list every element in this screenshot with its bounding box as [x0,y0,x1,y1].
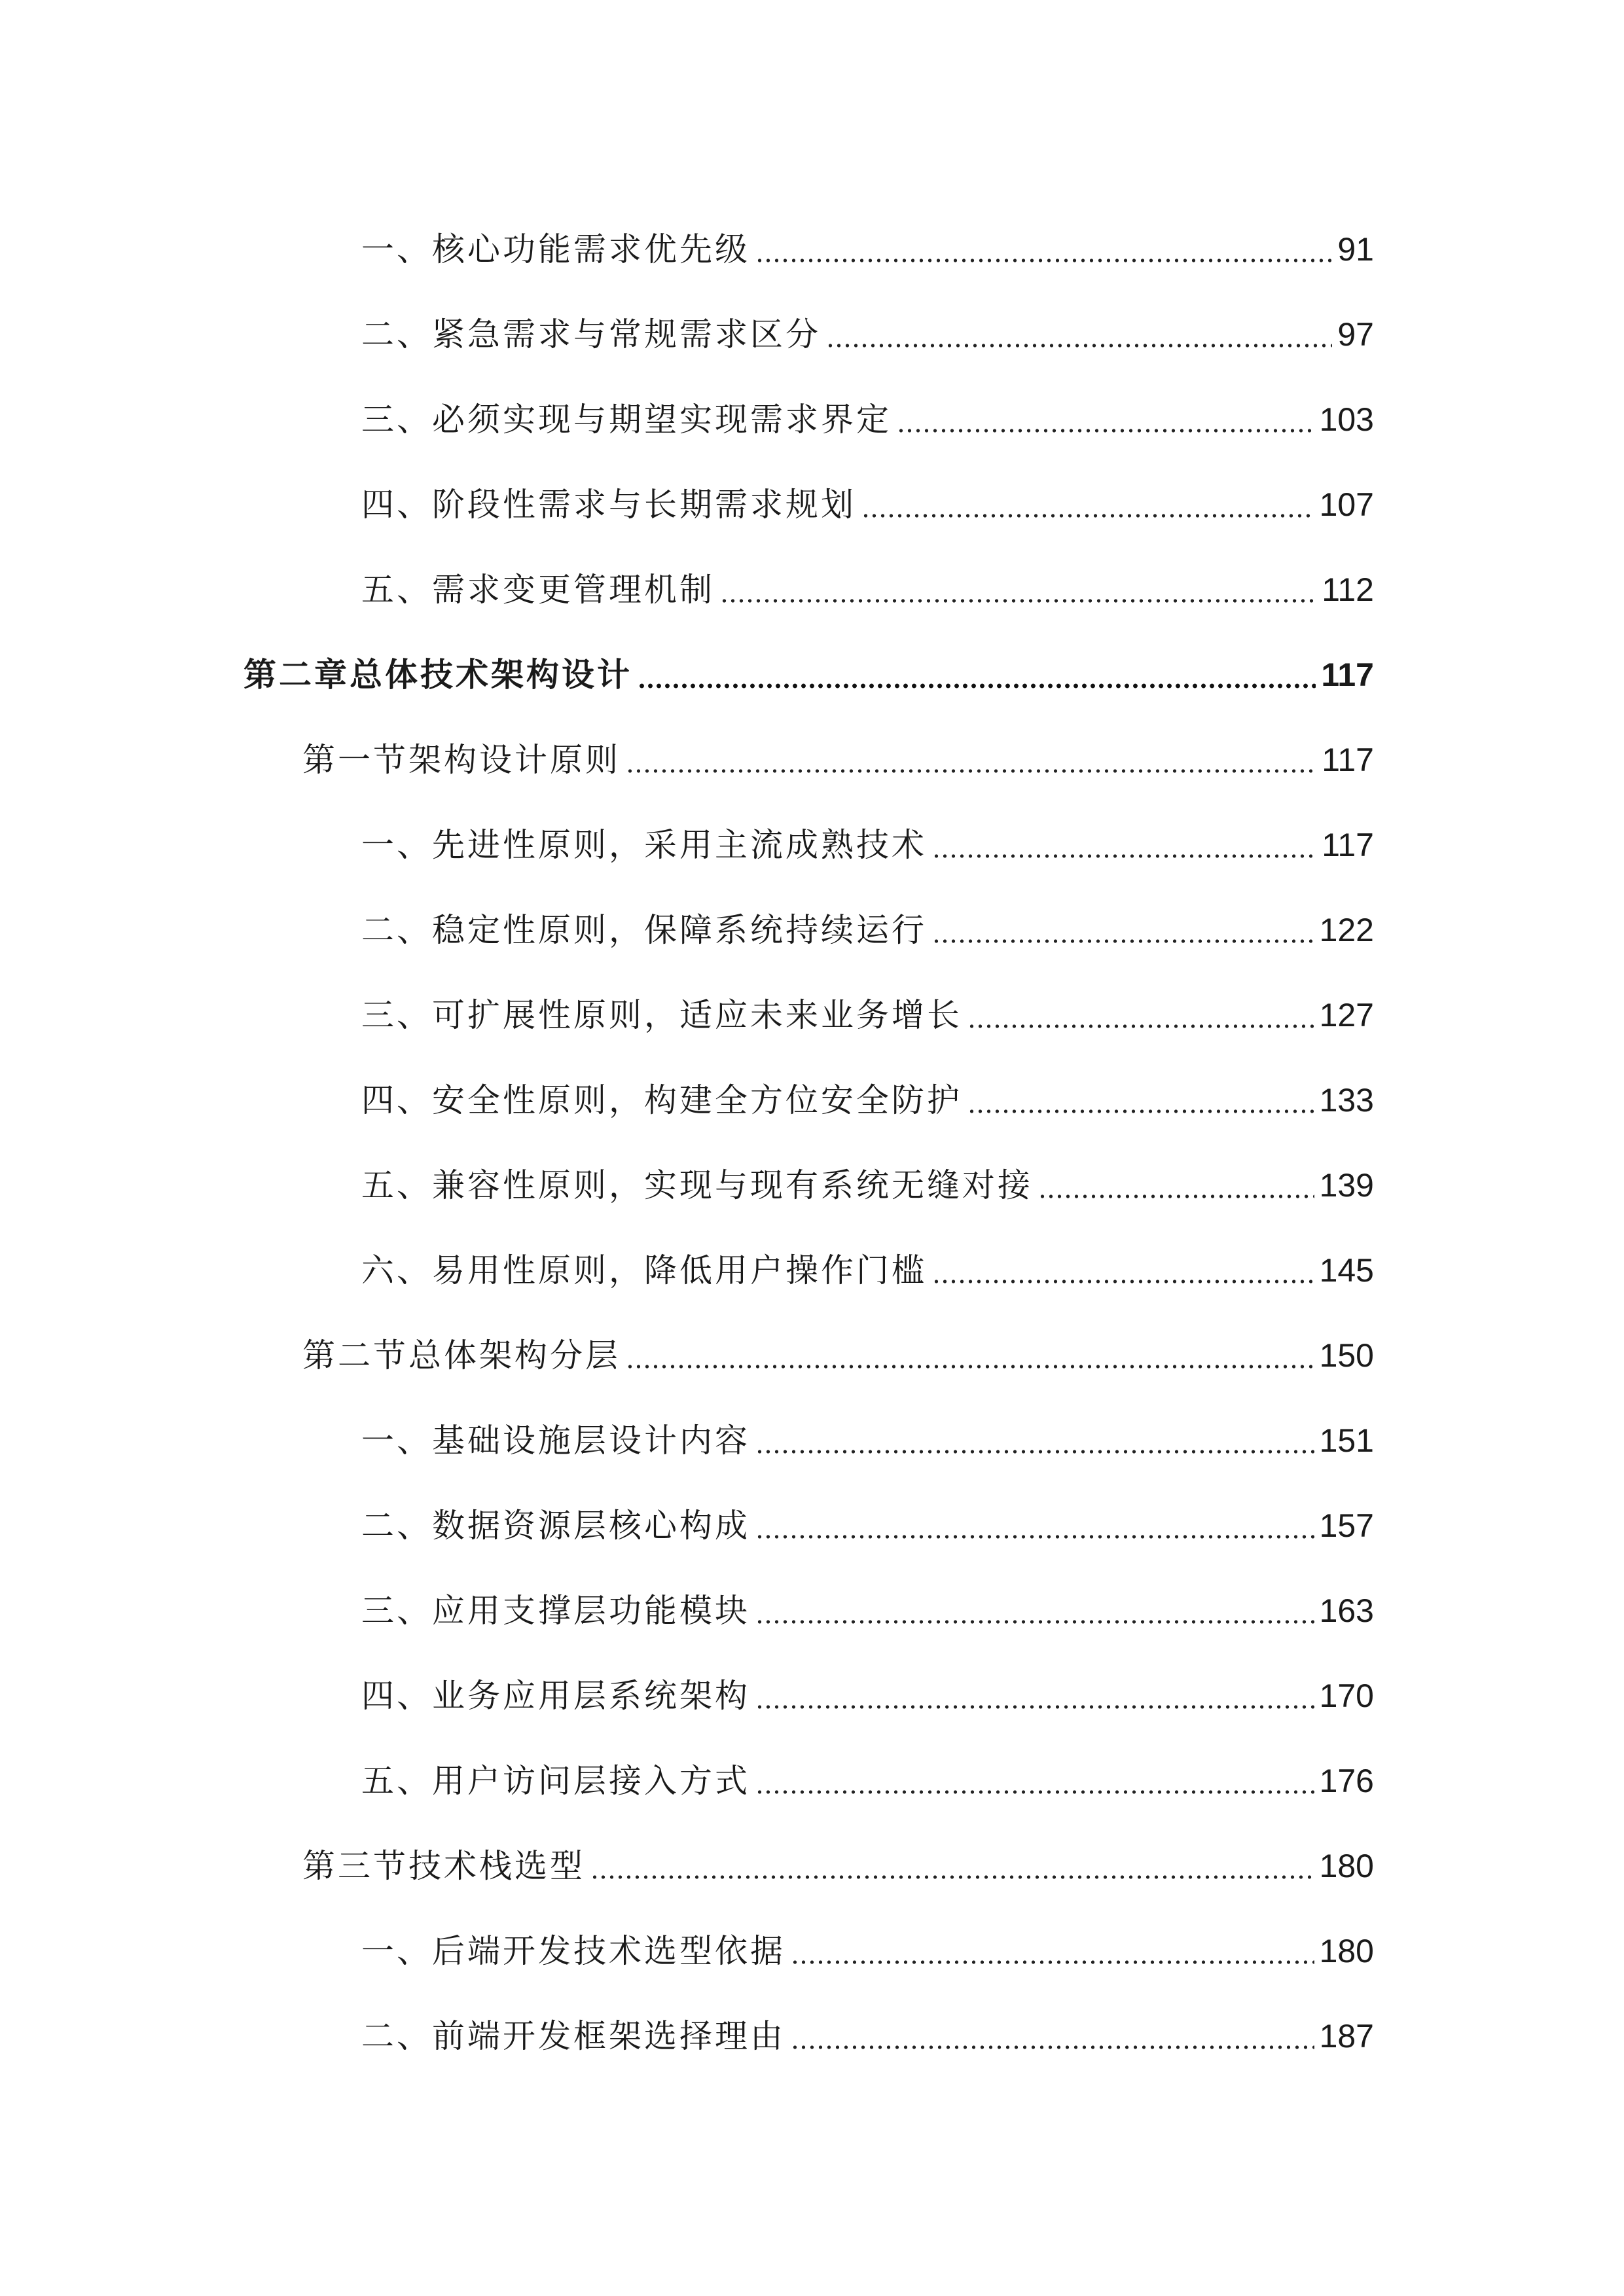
toc-entry-title: 第三节技术栈选型 [302,1847,585,1885]
toc-entry[interactable] [361,298,1374,351]
toc-entry-title: 三、必须实现与期望实现需求界定 [361,401,892,439]
dot-leader [755,1704,1314,1710]
toc-entry-page: 145 [1319,1252,1374,1289]
dot-leader [590,1874,1314,1880]
toc-entry-page: 97 [1337,316,1374,353]
toc-entry-title: 一、先进性原则，采用主流成熟技术 [361,826,927,864]
toc-entry-page: 117 [1322,827,1374,863]
toc-entry-page: 180 [1319,1933,1374,1969]
toc-entry-page: 103 [1319,401,1374,438]
toc-entry-title: 四、安全性原则，构建全方位安全防护 [361,1081,962,1119]
toc-entry-page: 170 [1319,1677,1374,1714]
dot-leader [755,1449,1314,1454]
toc-entry[interactable] [361,1490,1374,1545]
toc-entry-page: 150 [1319,1337,1374,1374]
toc-entry-title: 二、紧急需求与常规需求区分 [361,315,821,353]
toc-entry-page: 127 [1319,997,1374,1033]
toc-entry[interactable] [361,213,1374,266]
dot-leader [791,2045,1314,2050]
toc-entry-title: 五、需求变更管理机制 [361,571,715,609]
toc-entry-title: 三、可扩展性原则，适应未来业务增长 [361,996,962,1034]
toc-entry-title: 五、用户访问层接入方式 [361,1762,750,1800]
toc-entry-title: 一、基础设施层设计内容 [361,1422,750,1460]
dot-leader [932,939,1314,944]
toc-entry-page: 117 [1322,742,1374,778]
toc-entry[interactable] [361,894,1374,949]
toc-entry-title: 一、后端开发技术选型依据 [361,1932,785,1970]
toc-entry-page: 139 [1319,1167,1374,1204]
toc-entry-title: 三、应用支撑层功能模块 [361,1592,750,1630]
toc-entry[interactable] [361,1234,1374,1287]
toc-chapter-entry[interactable] [244,639,1374,694]
toc-entry-title: 二、前端开发框架选择理由 [361,2017,785,2055]
dot-leader [897,428,1314,433]
toc-entry-page: 122 [1319,912,1374,948]
dot-leader [638,683,1316,689]
toc-entry-page: 157 [1319,1507,1374,1544]
toc-entry-title: 二、数据资源层核心构成 [361,1507,750,1545]
toc-entry[interactable] [361,554,1374,609]
toc-entry[interactable] [361,1064,1374,1117]
toc-entry-title: 五、兼容性原则，实现与现有系统无缝对接 [361,1166,1033,1204]
toc-entry[interactable] [361,2000,1374,2053]
toc-entry[interactable] [361,1745,1374,1800]
toc-entry-title: 六、易用性原则，降低用户操作门槛 [361,1251,927,1289]
toc-entry[interactable] [361,384,1374,439]
toc-entry-page: 176 [1319,1763,1374,1799]
toc-entry-page: 117 [1321,656,1374,693]
dot-leader [861,513,1314,518]
dot-leader [755,1619,1314,1624]
dot-leader [720,598,1316,603]
toc-entry[interactable] [361,1660,1374,1715]
dot-leader [791,1960,1314,1965]
toc-entry-title: 四、业务应用层系统架构 [361,1677,750,1715]
toc-entry-title: 第二节总体架构分层 [302,1336,621,1374]
toc-entry[interactable] [361,1405,1374,1460]
dot-leader [967,1109,1314,1114]
toc-entry-page: 163 [1319,1592,1374,1629]
dot-leader [967,1024,1314,1029]
dot-leader [755,1534,1314,1539]
toc-entry[interactable] [361,809,1374,864]
dot-leader [826,343,1332,348]
dot-leader [755,258,1332,263]
toc-entry-title: 一、核心功能需求优先级 [361,230,750,268]
toc-section-entry[interactable] [302,1319,1374,1372]
toc-entry-title: 第一节架构设计原则 [302,741,621,779]
toc-section-entry[interactable] [302,724,1374,779]
toc-entry-title: 二、稳定性原则，保障系统持续运行 [361,911,927,949]
toc-entry-page: 107 [1319,486,1374,523]
toc-section-entry[interactable] [302,1830,1374,1885]
toc-entry[interactable] [361,1149,1374,1202]
toc-entry-title: 第二章总体技术架构设计 [244,656,632,694]
dot-leader [755,1789,1314,1795]
dot-leader [932,1279,1314,1284]
dot-leader [932,853,1316,859]
toc-entry[interactable] [361,469,1374,524]
toc-entry-page: 187 [1319,2018,1374,2054]
toc-entry-page: 91 [1337,231,1374,268]
dot-leader [626,768,1316,774]
toc-entry-page: 151 [1319,1422,1374,1459]
toc-entry-page: 133 [1319,1082,1374,1119]
toc-entry-page: 180 [1319,1848,1374,1884]
toc-entry[interactable] [361,979,1374,1034]
toc-entry[interactable] [361,1915,1374,1970]
toc-entry-page: 112 [1322,571,1374,608]
toc-entry-title: 四、阶段性需求与长期需求规划 [361,486,856,524]
toc-entry[interactable] [361,1575,1374,1630]
dot-leader [626,1364,1314,1369]
dot-leader [1038,1194,1314,1199]
